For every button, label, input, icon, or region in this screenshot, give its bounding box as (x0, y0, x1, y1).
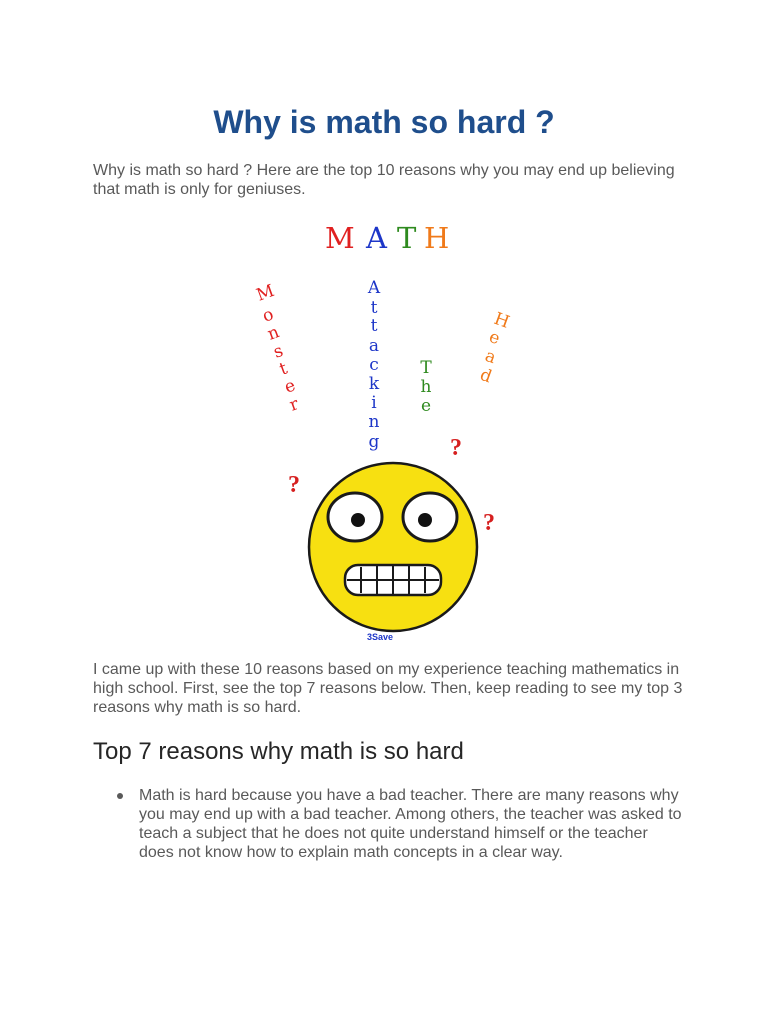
the-letter: T (420, 358, 432, 378)
word-the (420, 358, 432, 416)
attacking-letter: a (368, 336, 380, 356)
gritted-teeth (345, 565, 441, 595)
monster-letter: s (270, 340, 286, 363)
watermark-3save: 3Save (367, 632, 394, 642)
head-letter: a (482, 345, 499, 369)
attacking-letter: k (368, 374, 380, 394)
monster-letter: M (253, 280, 278, 306)
monster-letter: o (259, 304, 277, 327)
page-title: Why is math so hard ? (213, 104, 555, 140)
right-eye (403, 493, 457, 541)
math-letter-m: M (325, 221, 355, 255)
question-mark: ? (288, 472, 300, 498)
body-paragraph: I came up with these 10 reasons based on my experience teaching mathematics in high school. First, see the top 7 reasons below. Then, keep reading to see my top 3 reasons why math is so hard. (93, 661, 683, 716)
question-mark: ? (450, 435, 462, 461)
monster-letter: t (276, 358, 291, 380)
monster-letter: r (286, 394, 302, 416)
attacking-letter: i (371, 393, 377, 413)
monster-letter: n (264, 322, 283, 345)
list-item-text: Math is hard because you have a bad teacher. There are many reasons why you may end up with a bad teacher. Among others, the teacher was asked to teach a subject that he does not quite understand himself or the teacher does not know how to explain math concepts in a clear way. (139, 787, 682, 861)
attacking-letter: t (370, 316, 378, 336)
math-letter-t: T (397, 221, 417, 255)
attacking-letter: n (368, 412, 380, 432)
head-letter: e (486, 326, 503, 350)
head-letter: H (491, 308, 513, 333)
head-letter: d (477, 364, 495, 388)
face-circle (309, 463, 477, 631)
the-letter: e (420, 396, 432, 416)
list-item (93, 786, 683, 862)
scared-face (309, 463, 477, 631)
word-monster (254, 281, 302, 416)
attacking-letter: A (367, 278, 381, 298)
section-heading: Top 7 reasons why math is so hard (93, 738, 464, 765)
reasons-list (93, 786, 683, 862)
illustration-canvas (240, 215, 530, 655)
left-eye (328, 493, 382, 541)
attacking-letter: c (369, 355, 379, 375)
the-letter: h (420, 377, 432, 397)
bullet-icon (117, 793, 123, 799)
word-head (477, 309, 512, 388)
word-attacking (367, 278, 381, 452)
intro-paragraph: Why is math so hard ? Here are the top 10 reasons why you may end up believing that math is only for geniuses. (93, 162, 675, 198)
math-monster-illustration (240, 215, 530, 655)
question-mark: ? (483, 510, 495, 536)
attacking-letter: g (368, 432, 380, 452)
math-letter-a: A (366, 221, 387, 255)
attacking-letter: t (370, 298, 378, 318)
monster-letter: e (281, 375, 299, 398)
math-letter-h: H (424, 221, 450, 255)
